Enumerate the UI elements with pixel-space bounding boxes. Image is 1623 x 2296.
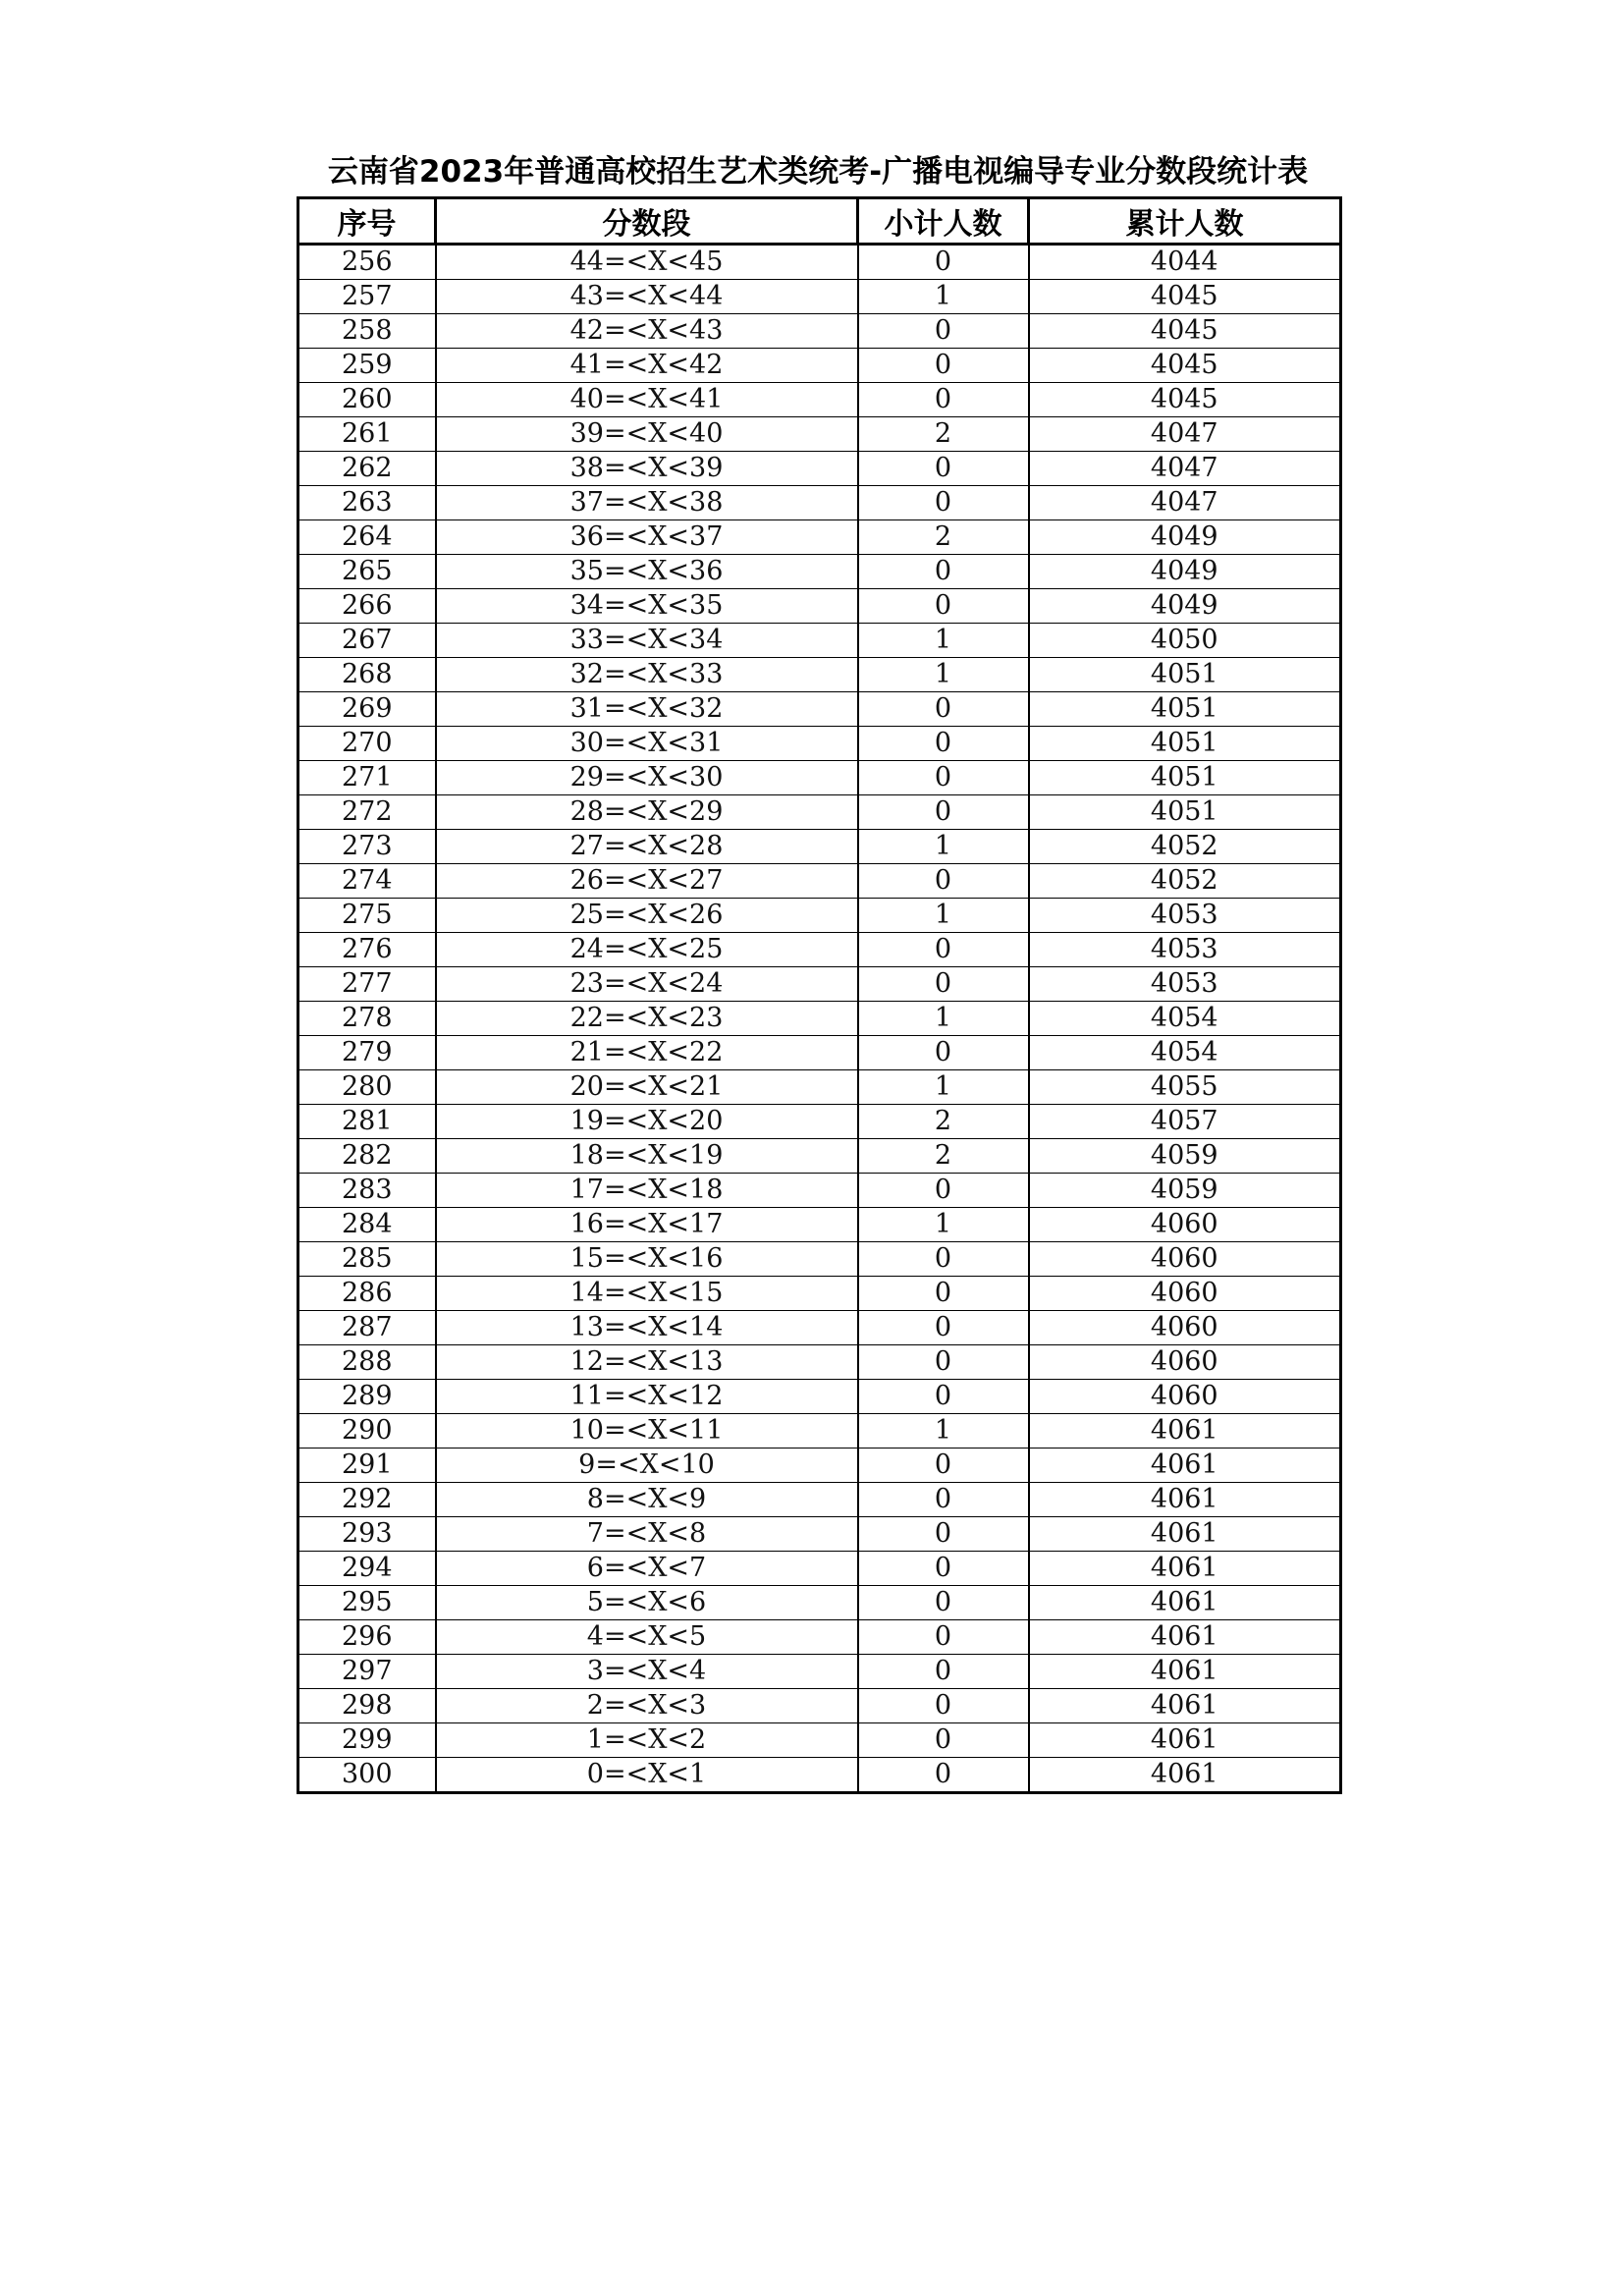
cell-subtotal: 1 <box>858 899 1029 933</box>
cell-serial: 287 <box>298 1311 436 1345</box>
cell-score-range: 30=<X<31 <box>436 727 858 761</box>
table-row <box>298 864 1341 899</box>
cell-cumulative: 4051 <box>1029 795 1341 830</box>
table-row <box>298 486 1341 520</box>
cell-subtotal: 1 <box>858 1002 1029 1036</box>
cell-score-range: 32=<X<33 <box>436 658 858 692</box>
cell-subtotal: 2 <box>858 417 1029 452</box>
cell-subtotal: 2 <box>858 1139 1029 1174</box>
table-row <box>298 555 1341 589</box>
cell-cumulative: 4051 <box>1029 761 1341 795</box>
header-cumulative: 累计人数 <box>1029 198 1341 245</box>
cell-subtotal: 0 <box>858 1174 1029 1208</box>
cell-score-range: 44=<X<45 <box>436 245 858 280</box>
cell-score-range: 5=<X<6 <box>436 1586 858 1620</box>
cell-subtotal: 0 <box>858 1380 1029 1414</box>
cell-cumulative: 4061 <box>1029 1586 1341 1620</box>
cell-subtotal: 1 <box>858 658 1029 692</box>
table-row <box>298 1036 1341 1070</box>
cell-serial: 275 <box>298 899 436 933</box>
cell-score-range: 7=<X<8 <box>436 1517 858 1552</box>
table-row <box>298 314 1341 349</box>
cell-subtotal: 0 <box>858 1517 1029 1552</box>
table-row <box>298 1552 1341 1586</box>
cell-subtotal: 1 <box>858 830 1029 864</box>
table-row <box>298 624 1341 658</box>
cell-serial: 291 <box>298 1449 436 1483</box>
cell-cumulative: 4060 <box>1029 1380 1341 1414</box>
table-row <box>298 1105 1341 1139</box>
cell-score-range: 40=<X<41 <box>436 383 858 417</box>
cell-serial: 262 <box>298 452 436 486</box>
cell-score-range: 25=<X<26 <box>436 899 858 933</box>
cell-serial: 271 <box>298 761 436 795</box>
document-title: 云南省2023年普通高校招生艺术类统考-广播电视编导专业分数段统计表 <box>327 154 1309 190</box>
table-row <box>298 830 1341 864</box>
cell-cumulative: 4051 <box>1029 658 1341 692</box>
cell-cumulative: 4051 <box>1029 727 1341 761</box>
cell-serial: 294 <box>298 1552 436 1586</box>
table-row <box>298 1758 1341 1793</box>
cell-subtotal: 0 <box>858 1586 1029 1620</box>
cell-cumulative: 4060 <box>1029 1345 1341 1380</box>
cell-score-range: 26=<X<27 <box>436 864 858 899</box>
cell-score-range: 12=<X<13 <box>436 1345 858 1380</box>
cell-cumulative: 4061 <box>1029 1483 1341 1517</box>
cell-score-range: 17=<X<18 <box>436 1174 858 1208</box>
cell-cumulative: 4060 <box>1029 1277 1341 1311</box>
cell-serial: 282 <box>298 1139 436 1174</box>
cell-serial: 257 <box>298 280 436 314</box>
table-row <box>298 1208 1341 1242</box>
header-subtotal: 小计人数 <box>858 198 1029 245</box>
cell-serial: 281 <box>298 1105 436 1139</box>
cell-cumulative: 4061 <box>1029 1689 1341 1723</box>
cell-serial: 285 <box>298 1242 436 1277</box>
cell-score-range: 11=<X<12 <box>436 1380 858 1414</box>
cell-score-range: 24=<X<25 <box>436 933 858 967</box>
cell-subtotal: 1 <box>858 1208 1029 1242</box>
table-row <box>298 1655 1341 1689</box>
table-header-row <box>298 198 1341 245</box>
cell-serial: 283 <box>298 1174 436 1208</box>
cell-subtotal: 0 <box>858 1655 1029 1689</box>
cell-serial: 284 <box>298 1208 436 1242</box>
cell-serial: 293 <box>298 1517 436 1552</box>
table-row <box>298 520 1341 555</box>
table-row <box>298 1414 1341 1449</box>
cell-cumulative: 4049 <box>1029 520 1341 555</box>
table-row <box>298 280 1341 314</box>
cell-serial: 267 <box>298 624 436 658</box>
cell-cumulative: 4061 <box>1029 1758 1341 1793</box>
cell-serial: 273 <box>298 830 436 864</box>
cell-serial: 296 <box>298 1620 436 1655</box>
cell-score-range: 31=<X<32 <box>436 692 858 727</box>
cell-score-range: 16=<X<17 <box>436 1208 858 1242</box>
cell-cumulative: 4059 <box>1029 1139 1341 1174</box>
cell-subtotal: 0 <box>858 761 1029 795</box>
header-serial: 序号 <box>298 198 436 245</box>
table-row <box>298 1689 1341 1723</box>
cell-score-range: 20=<X<21 <box>436 1070 858 1105</box>
table-row <box>298 1311 1341 1345</box>
cell-serial: 258 <box>298 314 436 349</box>
cell-serial: 266 <box>298 589 436 624</box>
cell-score-range: 6=<X<7 <box>436 1552 858 1586</box>
cell-serial: 276 <box>298 933 436 967</box>
cell-score-range: 19=<X<20 <box>436 1105 858 1139</box>
cell-cumulative: 4054 <box>1029 1002 1341 1036</box>
cell-subtotal: 0 <box>858 1552 1029 1586</box>
cell-cumulative: 4060 <box>1029 1208 1341 1242</box>
cell-score-range: 28=<X<29 <box>436 795 858 830</box>
cell-cumulative: 4061 <box>1029 1723 1341 1758</box>
cell-subtotal: 0 <box>858 1242 1029 1277</box>
cell-serial: 265 <box>298 555 436 589</box>
cell-serial: 270 <box>298 727 436 761</box>
cell-serial: 278 <box>298 1002 436 1036</box>
cell-subtotal: 0 <box>858 933 1029 967</box>
cell-cumulative: 4047 <box>1029 452 1341 486</box>
cell-score-range: 42=<X<43 <box>436 314 858 349</box>
score-table <box>297 196 1342 1794</box>
cell-subtotal: 0 <box>858 383 1029 417</box>
cell-serial: 292 <box>298 1483 436 1517</box>
cell-subtotal: 0 <box>858 1345 1029 1380</box>
cell-score-range: 38=<X<39 <box>436 452 858 486</box>
table-row <box>298 761 1341 795</box>
cell-cumulative: 4052 <box>1029 830 1341 864</box>
cell-score-range: 8=<X<9 <box>436 1483 858 1517</box>
cell-cumulative: 4049 <box>1029 589 1341 624</box>
cell-cumulative: 4053 <box>1029 899 1341 933</box>
cell-serial: 297 <box>298 1655 436 1689</box>
cell-score-range: 10=<X<11 <box>436 1414 858 1449</box>
cell-cumulative: 4047 <box>1029 417 1341 452</box>
cell-subtotal: 0 <box>858 1723 1029 1758</box>
cell-serial: 261 <box>298 417 436 452</box>
cell-score-range: 13=<X<14 <box>436 1311 858 1345</box>
cell-serial: 290 <box>298 1414 436 1449</box>
cell-score-range: 21=<X<22 <box>436 1036 858 1070</box>
cell-score-range: 33=<X<34 <box>436 624 858 658</box>
cell-cumulative: 4051 <box>1029 692 1341 727</box>
table-row <box>298 1174 1341 1208</box>
table-body <box>298 245 1341 1793</box>
cell-subtotal: 0 <box>858 1483 1029 1517</box>
cell-subtotal: 2 <box>858 1105 1029 1139</box>
cell-score-range: 27=<X<28 <box>436 830 858 864</box>
cell-serial: 260 <box>298 383 436 417</box>
table-row <box>298 1620 1341 1655</box>
table-row <box>298 933 1341 967</box>
cell-cumulative: 4061 <box>1029 1414 1341 1449</box>
cell-score-range: 18=<X<19 <box>436 1139 858 1174</box>
cell-subtotal: 0 <box>858 1758 1029 1793</box>
cell-score-range: 14=<X<15 <box>436 1277 858 1311</box>
score-distribution-sheet <box>297 147 1339 1794</box>
cell-subtotal: 1 <box>858 280 1029 314</box>
cell-subtotal: 0 <box>858 486 1029 520</box>
cell-serial: 286 <box>298 1277 436 1311</box>
cell-cumulative: 4053 <box>1029 933 1341 967</box>
cell-score-range: 35=<X<36 <box>436 555 858 589</box>
cell-subtotal: 0 <box>858 1689 1029 1723</box>
cell-cumulative: 4045 <box>1029 280 1341 314</box>
table-row <box>298 589 1341 624</box>
table-row <box>298 349 1341 383</box>
cell-subtotal: 0 <box>858 967 1029 1002</box>
table-row <box>298 692 1341 727</box>
cell-score-range: 1=<X<2 <box>436 1723 858 1758</box>
table-row <box>298 383 1341 417</box>
cell-serial: 272 <box>298 795 436 830</box>
cell-serial: 263 <box>298 486 436 520</box>
table-row <box>298 1345 1341 1380</box>
table-row <box>298 899 1341 933</box>
table-row <box>298 1380 1341 1414</box>
cell-serial: 300 <box>298 1758 436 1793</box>
cell-serial: 298 <box>298 1689 436 1723</box>
cell-cumulative: 4044 <box>1029 245 1341 280</box>
cell-subtotal: 0 <box>858 245 1029 280</box>
cell-subtotal: 1 <box>858 624 1029 658</box>
cell-subtotal: 0 <box>858 1036 1029 1070</box>
cell-cumulative: 4045 <box>1029 383 1341 417</box>
cell-cumulative: 4060 <box>1029 1311 1341 1345</box>
table-row <box>298 1242 1341 1277</box>
cell-serial: 269 <box>298 692 436 727</box>
cell-cumulative: 4061 <box>1029 1620 1341 1655</box>
cell-subtotal: 0 <box>858 589 1029 624</box>
cell-score-range: 43=<X<44 <box>436 280 858 314</box>
cell-score-range: 36=<X<37 <box>436 520 858 555</box>
table-row <box>298 1277 1341 1311</box>
table-row <box>298 1449 1341 1483</box>
cell-serial: 295 <box>298 1586 436 1620</box>
cell-subtotal: 0 <box>858 314 1029 349</box>
cell-serial: 288 <box>298 1345 436 1380</box>
cell-score-range: 39=<X<40 <box>436 417 858 452</box>
cell-cumulative: 4045 <box>1029 314 1341 349</box>
cell-subtotal: 0 <box>858 452 1029 486</box>
cell-cumulative: 4059 <box>1029 1174 1341 1208</box>
table-row <box>298 967 1341 1002</box>
cell-serial: 268 <box>298 658 436 692</box>
cell-score-range: 41=<X<42 <box>436 349 858 383</box>
cell-subtotal: 1 <box>858 1414 1029 1449</box>
cell-subtotal: 0 <box>858 864 1029 899</box>
cell-subtotal: 0 <box>858 1311 1029 1345</box>
cell-subtotal: 0 <box>858 692 1029 727</box>
header-score-range: 分数段 <box>436 198 858 245</box>
cell-cumulative: 4045 <box>1029 349 1341 383</box>
table-row <box>298 1723 1341 1758</box>
cell-serial: 274 <box>298 864 436 899</box>
cell-cumulative: 4053 <box>1029 967 1341 1002</box>
table-row <box>298 658 1341 692</box>
cell-score-range: 2=<X<3 <box>436 1689 858 1723</box>
cell-subtotal: 0 <box>858 1620 1029 1655</box>
cell-cumulative: 4054 <box>1029 1036 1341 1070</box>
cell-serial: 299 <box>298 1723 436 1758</box>
table-row <box>298 245 1341 280</box>
cell-score-range: 4=<X<5 <box>436 1620 858 1655</box>
cell-cumulative: 4057 <box>1029 1105 1341 1139</box>
table-row <box>298 1070 1341 1105</box>
cell-score-range: 37=<X<38 <box>436 486 858 520</box>
cell-subtotal: 0 <box>858 555 1029 589</box>
cell-score-range: 0=<X<1 <box>436 1758 858 1793</box>
table-row <box>298 1483 1341 1517</box>
cell-subtotal: 0 <box>858 1277 1029 1311</box>
cell-serial: 279 <box>298 1036 436 1070</box>
cell-cumulative: 4049 <box>1029 555 1341 589</box>
cell-score-range: 3=<X<4 <box>436 1655 858 1689</box>
cell-cumulative: 4052 <box>1029 864 1341 899</box>
cell-serial: 277 <box>298 967 436 1002</box>
table-row <box>298 1002 1341 1036</box>
cell-subtotal: 0 <box>858 727 1029 761</box>
table-row <box>298 727 1341 761</box>
cell-cumulative: 4047 <box>1029 486 1341 520</box>
cell-cumulative: 4050 <box>1029 624 1341 658</box>
cell-serial: 256 <box>298 245 436 280</box>
table-row <box>298 1139 1341 1174</box>
cell-cumulative: 4061 <box>1029 1552 1341 1586</box>
cell-serial: 280 <box>298 1070 436 1105</box>
table-row <box>298 795 1341 830</box>
cell-subtotal: 0 <box>858 349 1029 383</box>
cell-subtotal: 1 <box>858 1070 1029 1105</box>
cell-serial: 259 <box>298 349 436 383</box>
cell-subtotal: 0 <box>858 1449 1029 1483</box>
table-row <box>298 417 1341 452</box>
cell-subtotal: 0 <box>858 795 1029 830</box>
cell-score-range: 29=<X<30 <box>436 761 858 795</box>
cell-cumulative: 4060 <box>1029 1242 1341 1277</box>
cell-cumulative: 4061 <box>1029 1449 1341 1483</box>
cell-serial: 264 <box>298 520 436 555</box>
table-row <box>298 1517 1341 1552</box>
cell-serial: 289 <box>298 1380 436 1414</box>
table-row <box>298 452 1341 486</box>
cell-score-range: 23=<X<24 <box>436 967 858 1002</box>
cell-subtotal: 2 <box>858 520 1029 555</box>
cell-score-range: 34=<X<35 <box>436 589 858 624</box>
cell-score-range: 15=<X<16 <box>436 1242 858 1277</box>
table-row <box>298 1586 1341 1620</box>
cell-score-range: 9=<X<10 <box>436 1449 858 1483</box>
cell-cumulative: 4061 <box>1029 1517 1341 1552</box>
cell-score-range: 22=<X<23 <box>436 1002 858 1036</box>
cell-cumulative: 4061 <box>1029 1655 1341 1689</box>
cell-cumulative: 4055 <box>1029 1070 1341 1105</box>
